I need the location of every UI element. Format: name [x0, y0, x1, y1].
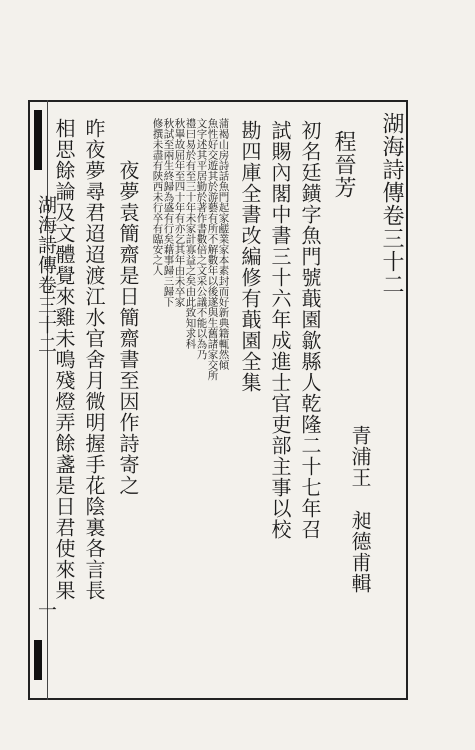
annotation-col-3: 文字述其平居勤於著作書數倍之文采公議不能以為乃	[195, 118, 208, 360]
annotation-col-2: 魚性好交遊其於游藝有所不解數年以後遂與生舊諸家交所	[206, 118, 219, 381]
annotation-col-5: 秋畢故屈年至四十年有亦乞其年由未卒家	[173, 118, 186, 307]
annotation-col-4: 禮曰易於有至三十年未家計寡益之矣由此致知求科	[184, 118, 197, 349]
center-margin-page-marker: 一	[35, 600, 57, 620]
poem-line-2: 相思餘論及文體覺來雞未鳴殘燈弄餘盞是日君使來果	[52, 118, 76, 601]
author-bio-line-2: 試賜內閣中書三十六年成進士官吏部主事以校	[268, 120, 292, 540]
annotation-col-7: 修撰未盡有陝西未行卒有臨安之人	[151, 118, 164, 276]
poem-title: 夜夢袁簡齋是日簡齋書至因作詩寄之	[116, 160, 140, 496]
annotation-col-1: 蒲褐山房詩話魚門起家鹺業家本素封而好新典籍輒然傾	[217, 118, 230, 370]
author-bio-line-1: 初名廷鐄字魚門號蕺園歙縣人乾隆二十七年召	[298, 120, 322, 540]
author-bio-line-3: 勘四庫全書改編修有蕺園全集	[238, 120, 262, 393]
fishtail-mark-top	[34, 110, 42, 170]
editor-region: 青浦王	[348, 425, 372, 488]
author-name: 程晉芳	[331, 130, 356, 199]
center-margin-title: 湖海詩傳卷三十二	[35, 195, 57, 355]
annotation-col-6: 秋試至兩生終歸為盛有行矣藉事歸三歸下	[162, 118, 175, 307]
book-title: 湖海詩傳卷三十二	[379, 112, 404, 296]
poem-line-1: 昨夜夢尋君迢迢渡江水官舍月微明握手花陰裏各言長	[82, 118, 106, 601]
editor-name: 昶德甫輯	[348, 510, 372, 594]
fishtail-mark-bottom	[34, 640, 42, 680]
